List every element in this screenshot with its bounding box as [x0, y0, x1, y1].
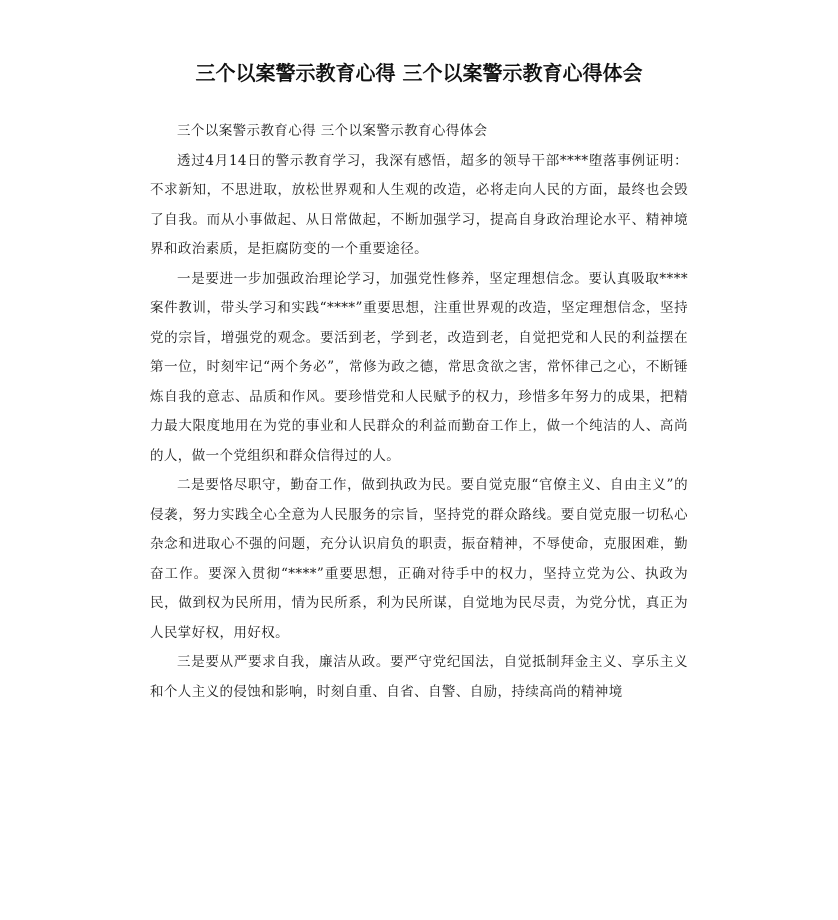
paragraph-point-two: 二是要恪尽职守，勤奋工作，做到执政为民。要自觉克服“官僚主义、自由主义”的侵袭，努力实践全心全意为人民服务的宗旨，坚持党的群众路线。要自觉克服一切私心杂念和进取心不强的问题，充分认识肩负的职责，振奋精神，不辱使命，克服困难，勤奋工作。要深入贯彻“****”重要思想，正确对待手中的权力，坚持立党为公、执政为民，做到权为民所用，情为民所系，利为民所谋，自觉地为民尽责，为党分忧，真正为人民掌好权，用好权。 [150, 477, 688, 641]
document-title: 三个以案警示教育心得 三个以案警示教育心得体会 [195, 61, 643, 85]
document-body [150, 117, 688, 707]
paragraph-point-three: 三是要从严要求自我，廉洁从政。要严守党纪国法，自觉抵制拜金主义、享乐主义和个人主义的侵蚀和影响，时刻自重、自省、自警、自励，持续高尚的精神境 [150, 654, 688, 700]
paragraph-intro: 透过4月14日的警示教育学习，我深有感悟，超多的领导干部****堕落事例证明：不求新知，不思进取，放松世界观和人生观的改造，必将走向人民的方面，最终也会毁了自我。而从小事做起、从日常做起，不断加强学习，提高自身政治理论水平、精神境界和政治素质，是拒腐防变的一个重要途径。 [150, 152, 688, 257]
paragraph-point-one: 一是要进一步加强政治理论学习，加强党性修养，坚定理想信念。要认真吸取****案件教训，带头学习和实践“****”重要思想，注重世界观的改造，坚定理想信念，坚持党的宗旨，增强党的观念。要活到老，学到老，改造到老，自觉把党和人民的利益摆在第一位，时刻牢记“两个务必”，常修为政之德，常思贪欲之害，常怀律己之心，不断锤炼自我的意志、品质和作风。要珍惜党和人民赋予的权力，珍惜多年努力的成果，把精力最大限度地用在为党的事业和人民群众的利益而勤奋工作上，做一个纯洁的人、高尚的人，做一个党组织和群众信得过的人。 [150, 270, 688, 464]
paragraph-subtitle: 三个以案警示教育心得 三个以案警示教育心得体会 [177, 123, 488, 139]
